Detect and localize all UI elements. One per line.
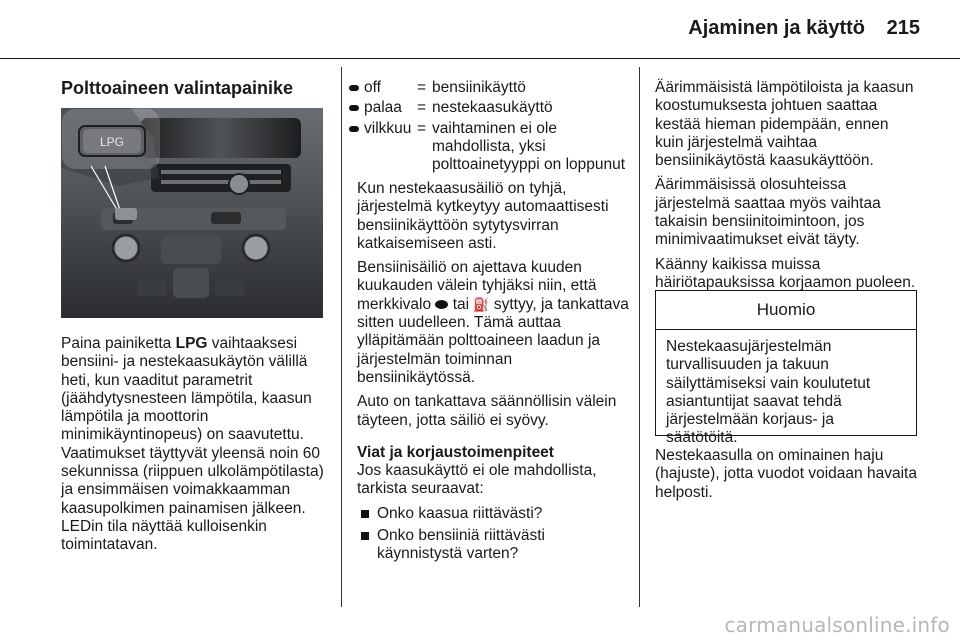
paragraph: Jos kaasukäyttö ei ole mahdollista, tarkista seuraavat:	[357, 462, 597, 498]
right-column-text-bottom	[655, 447, 919, 508]
paragraph: Kun nestekaasusäiliö on tyhjä, järjestelmä kytkeytyy automaattisesti bensiinikäyttöön sytytysvirran katkaisemiseen asti.	[357, 180, 609, 252]
lpg-button-ref: LPG	[175, 335, 208, 352]
lpg-button-photo	[61, 108, 323, 318]
chapter-title: Ajaminen ja käyttö	[688, 17, 865, 39]
indicator-row: off = bensiinikäyttö	[349, 79, 629, 97]
led-icon	[349, 126, 359, 132]
faults-heading: Viat ja korjaustoimenpiteet	[357, 443, 554, 461]
led-icon	[349, 105, 359, 111]
page-number: 215	[886, 17, 920, 39]
paragraph: Äärimmäisistä lämpötiloista ja kaasun koostumuksesta johtuen saattaa kestää hieman pidempään, ennen kuin järjestelmä vaihtaa bensiinikäytöstä kaasukäyttöön.	[655, 79, 914, 170]
bullet-icon	[361, 510, 369, 518]
paragraph: Äärimmäisissä olosuhteissa järjestelmä saattaa myös vaihtaa takaisin bensiinitoimintoon, jos minimivaatimukset eivät täyty.	[655, 176, 881, 249]
indicator-row: palaa = nestekaasukäyttö	[349, 99, 629, 117]
caution-box	[655, 290, 917, 447]
caution-title: Huomio	[656, 291, 916, 330]
left-column-text	[61, 335, 331, 561]
paragraph: Nestekaasulla on ominainen haju (hajuste), jotta vuodot voidaan havaita helposti.	[655, 447, 917, 501]
page-header	[0, 0, 960, 56]
bullet-icon	[361, 532, 369, 540]
paragraph: Auto on tankattava säännöllisin välein täyteen, jotta säiliö ei syövy.	[357, 393, 617, 429]
indicator-row: vilkkuu = vaihtaminen ei ole mahdollista, yksi polttoainetyyppi on loppunut	[349, 120, 629, 176]
lpg-button-label: LPG	[99, 135, 125, 149]
lpg-paragraph: Paina painiketta LPG vaihtaaksesi bensiini- ja nestekaasukäytön välillä heti, kun vaaditut parametrit (jäähdytysnesteen lämpötila, kaasun lämpötila ja moottorin minimikäyntinopeus) on saavutettu. Vaatimukset täyttyvät yleensä noin 60 sekunnissa (riippuen ulkolämpötilasta) ja ensimmäisen voimakkaamman kaasupolkimen painamisen jälkeen. LEDin tila näyttää kulloisenkin toimintatavan.	[61, 335, 324, 554]
section-title: Polttoaineen valintapainike	[61, 78, 294, 98]
lpg-led-icon	[435, 300, 448, 309]
list-item: Onko kaasua riittävästi?	[357, 505, 629, 523]
caution-text: Nestekaasujärjestelmän turvallisuuden ja takuun säilyttämiseksi vain koulutetut asiantuntijat saavat tehdä järjestelmään korjaus- ja säätötöitä.	[666, 338, 871, 447]
column-divider-2	[639, 67, 640, 607]
header-divider	[0, 58, 960, 59]
watermark: carmanualsonline.info	[724, 613, 950, 637]
list-item: Onko bensiiniä riittävästi käynnistystä varten?	[357, 527, 629, 564]
fuel-pump-icon: ⛽	[473, 296, 490, 312]
column-divider-1	[341, 67, 342, 607]
led-icon	[349, 85, 359, 91]
right-column-text	[655, 79, 919, 298]
paragraph: Bensiinisäiliö on ajettava kuuden kuukauden välein tyhjäksi niin, että merkkivalo tai ⛽ syttyy, ja tankattava sitten uudelleen. Tämä auttaa ylläpitämään polttoaineen laadun ja järjestelmän toiminnan bensiinikäytössä.	[357, 259, 629, 386]
paragraph: Käänny kaikissa muissa häiriötapauksissa korjaamon puoleen.	[655, 255, 916, 291]
indicator-table	[349, 79, 629, 178]
middle-column-text	[357, 180, 629, 568]
